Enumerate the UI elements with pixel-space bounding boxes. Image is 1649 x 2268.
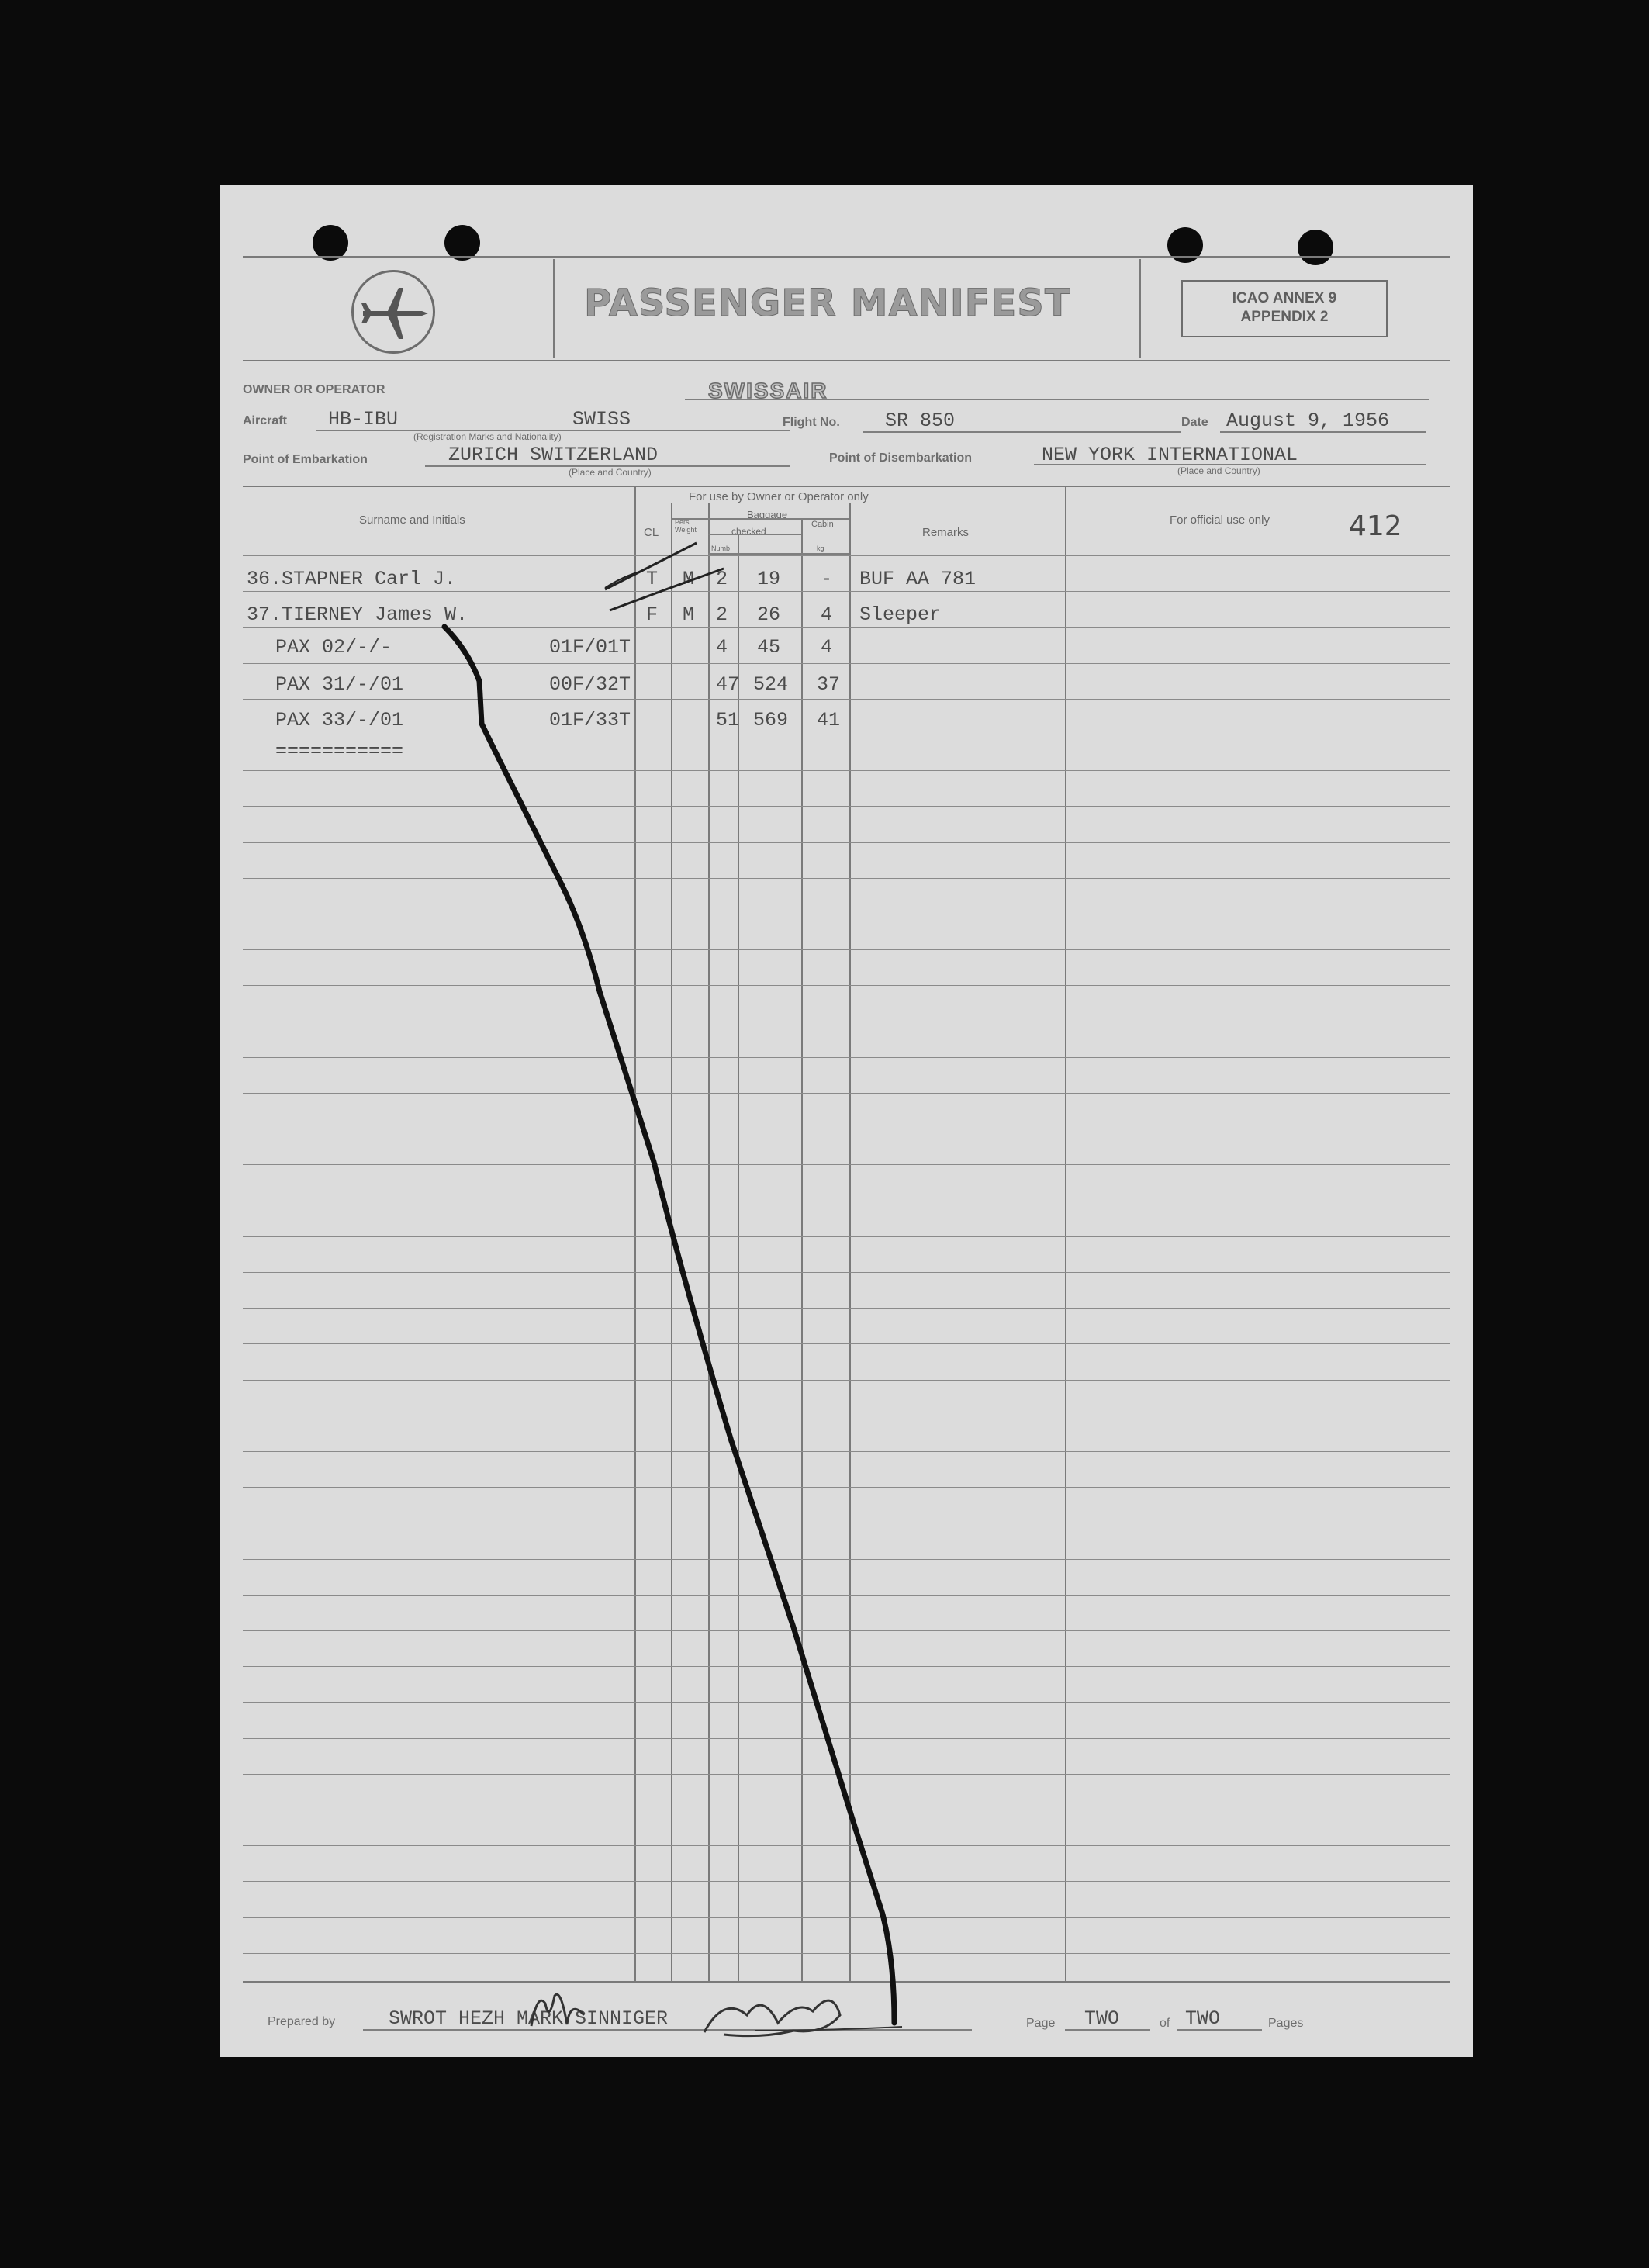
icao-appendix: APPENDIX 2	[1240, 309, 1329, 325]
bag-count-cell: 4	[716, 636, 728, 659]
embark-label: Point of Embarkation	[243, 453, 368, 466]
owner-label: OWNER OR OPERATOR	[243, 383, 385, 396]
bag-weight-cell: 45	[757, 636, 781, 659]
cabin-header: Cabin	[811, 520, 834, 529]
total-separator: ===========	[275, 740, 404, 762]
numb-header: Numb	[711, 545, 731, 552]
form-title: PASSENGER MANIFEST	[584, 282, 1071, 325]
checked-header: checked	[731, 526, 766, 537]
embark-value: ZURICH SWITZERLAND	[448, 444, 659, 466]
passenger-name: 36.STAPNER Carl J.	[247, 568, 457, 590]
summary-class-split: 01F/33T	[549, 709, 631, 731]
surname-header: Surname and Initials	[359, 513, 465, 527]
disembark-value: NEW YORK INTERNATIONAL	[1042, 444, 1298, 466]
sex-cell: M	[683, 603, 695, 626]
bag-count-cell: 47	[716, 673, 740, 696]
remarks-cell: Sleeper	[859, 603, 942, 626]
passenger-name: 37.TIERNEY James W.	[247, 603, 468, 626]
bag-weight-cell: 569	[753, 709, 789, 731]
page-value: TWO	[1084, 2007, 1120, 2030]
tick-mark	[610, 569, 724, 610]
baggage-header: Baggage	[747, 509, 788, 520]
aircraft-label: Aircraft	[243, 414, 287, 427]
flight-number: SR 850	[885, 410, 956, 432]
official-number: 412	[1349, 510, 1402, 542]
class-cell: F	[646, 603, 659, 626]
aircraft-nationality: SWISS	[572, 408, 631, 430]
bag-weight-cell: 524	[753, 673, 789, 696]
aircraft-note: (Registration Marks and Nationality)	[413, 431, 562, 442]
signature-mark	[755, 2027, 902, 2031]
bag-count-cell: 2	[716, 568, 728, 590]
summary-label: PAX 02/-/-	[275, 636, 392, 659]
date-label: Date	[1181, 416, 1208, 429]
bag-weight-cell: 26	[757, 603, 781, 626]
aircraft-registration: HB-IBU	[328, 408, 399, 430]
bag-count-cell: 2	[716, 603, 728, 626]
summary-class-split: 00F/32T	[549, 673, 631, 696]
cabin-cell: 4	[821, 603, 833, 626]
disembark-label: Point of Disembarkation	[829, 451, 973, 465]
kg-header: kg	[817, 545, 824, 552]
owner-value: SWISSAIR	[708, 379, 828, 403]
prepared-by-value: SWROT HEZH MARK SINNIGER	[389, 2007, 669, 2030]
remarks-cell: BUF AA 781	[859, 568, 977, 590]
pers-weight-header: Pers Weight	[675, 518, 697, 534]
cabin-cell: 37	[817, 673, 841, 696]
ink-overlay	[220, 185, 1473, 2057]
bag-weight-cell: 19	[757, 568, 781, 590]
icao-annex: ICAO ANNEX 9	[1232, 290, 1337, 306]
of-value: TWO	[1185, 2007, 1221, 2030]
sex-cell: M	[683, 568, 695, 590]
owner-use-header: For use by Owner or Operator only	[689, 490, 869, 503]
bag-count-cell: 51	[716, 709, 740, 731]
remarks-header: Remarks	[922, 526, 970, 539]
cabin-cell: 41	[817, 709, 841, 731]
prepared-label: Prepared by	[268, 2015, 336, 2028]
flight-label: Flight No.	[783, 416, 840, 429]
cabin-cell: 4	[821, 636, 833, 659]
page-label: Page	[1026, 2017, 1056, 2030]
summary-label: PAX 33/-/01	[275, 709, 404, 731]
summary-class-split: 01F/01T	[549, 636, 631, 659]
summary-label: PAX 31/-/01	[275, 673, 404, 696]
pages-label: Pages	[1268, 2017, 1304, 2030]
date-value: August 9, 1956	[1226, 410, 1390, 432]
official-use-header: For official use only	[1170, 513, 1270, 527]
strike-through-line	[444, 627, 894, 2023]
class-cell: T	[646, 568, 659, 590]
manifest-sheet	[220, 185, 1473, 2057]
embark-note: (Place and Country)	[569, 467, 652, 478]
signature-mark	[531, 1994, 584, 2026]
of-label: of	[1160, 2017, 1170, 2030]
disembark-note: (Place and Country)	[1177, 465, 1260, 476]
cabin-cell: -	[821, 568, 833, 590]
cl-header: CL	[644, 526, 659, 539]
